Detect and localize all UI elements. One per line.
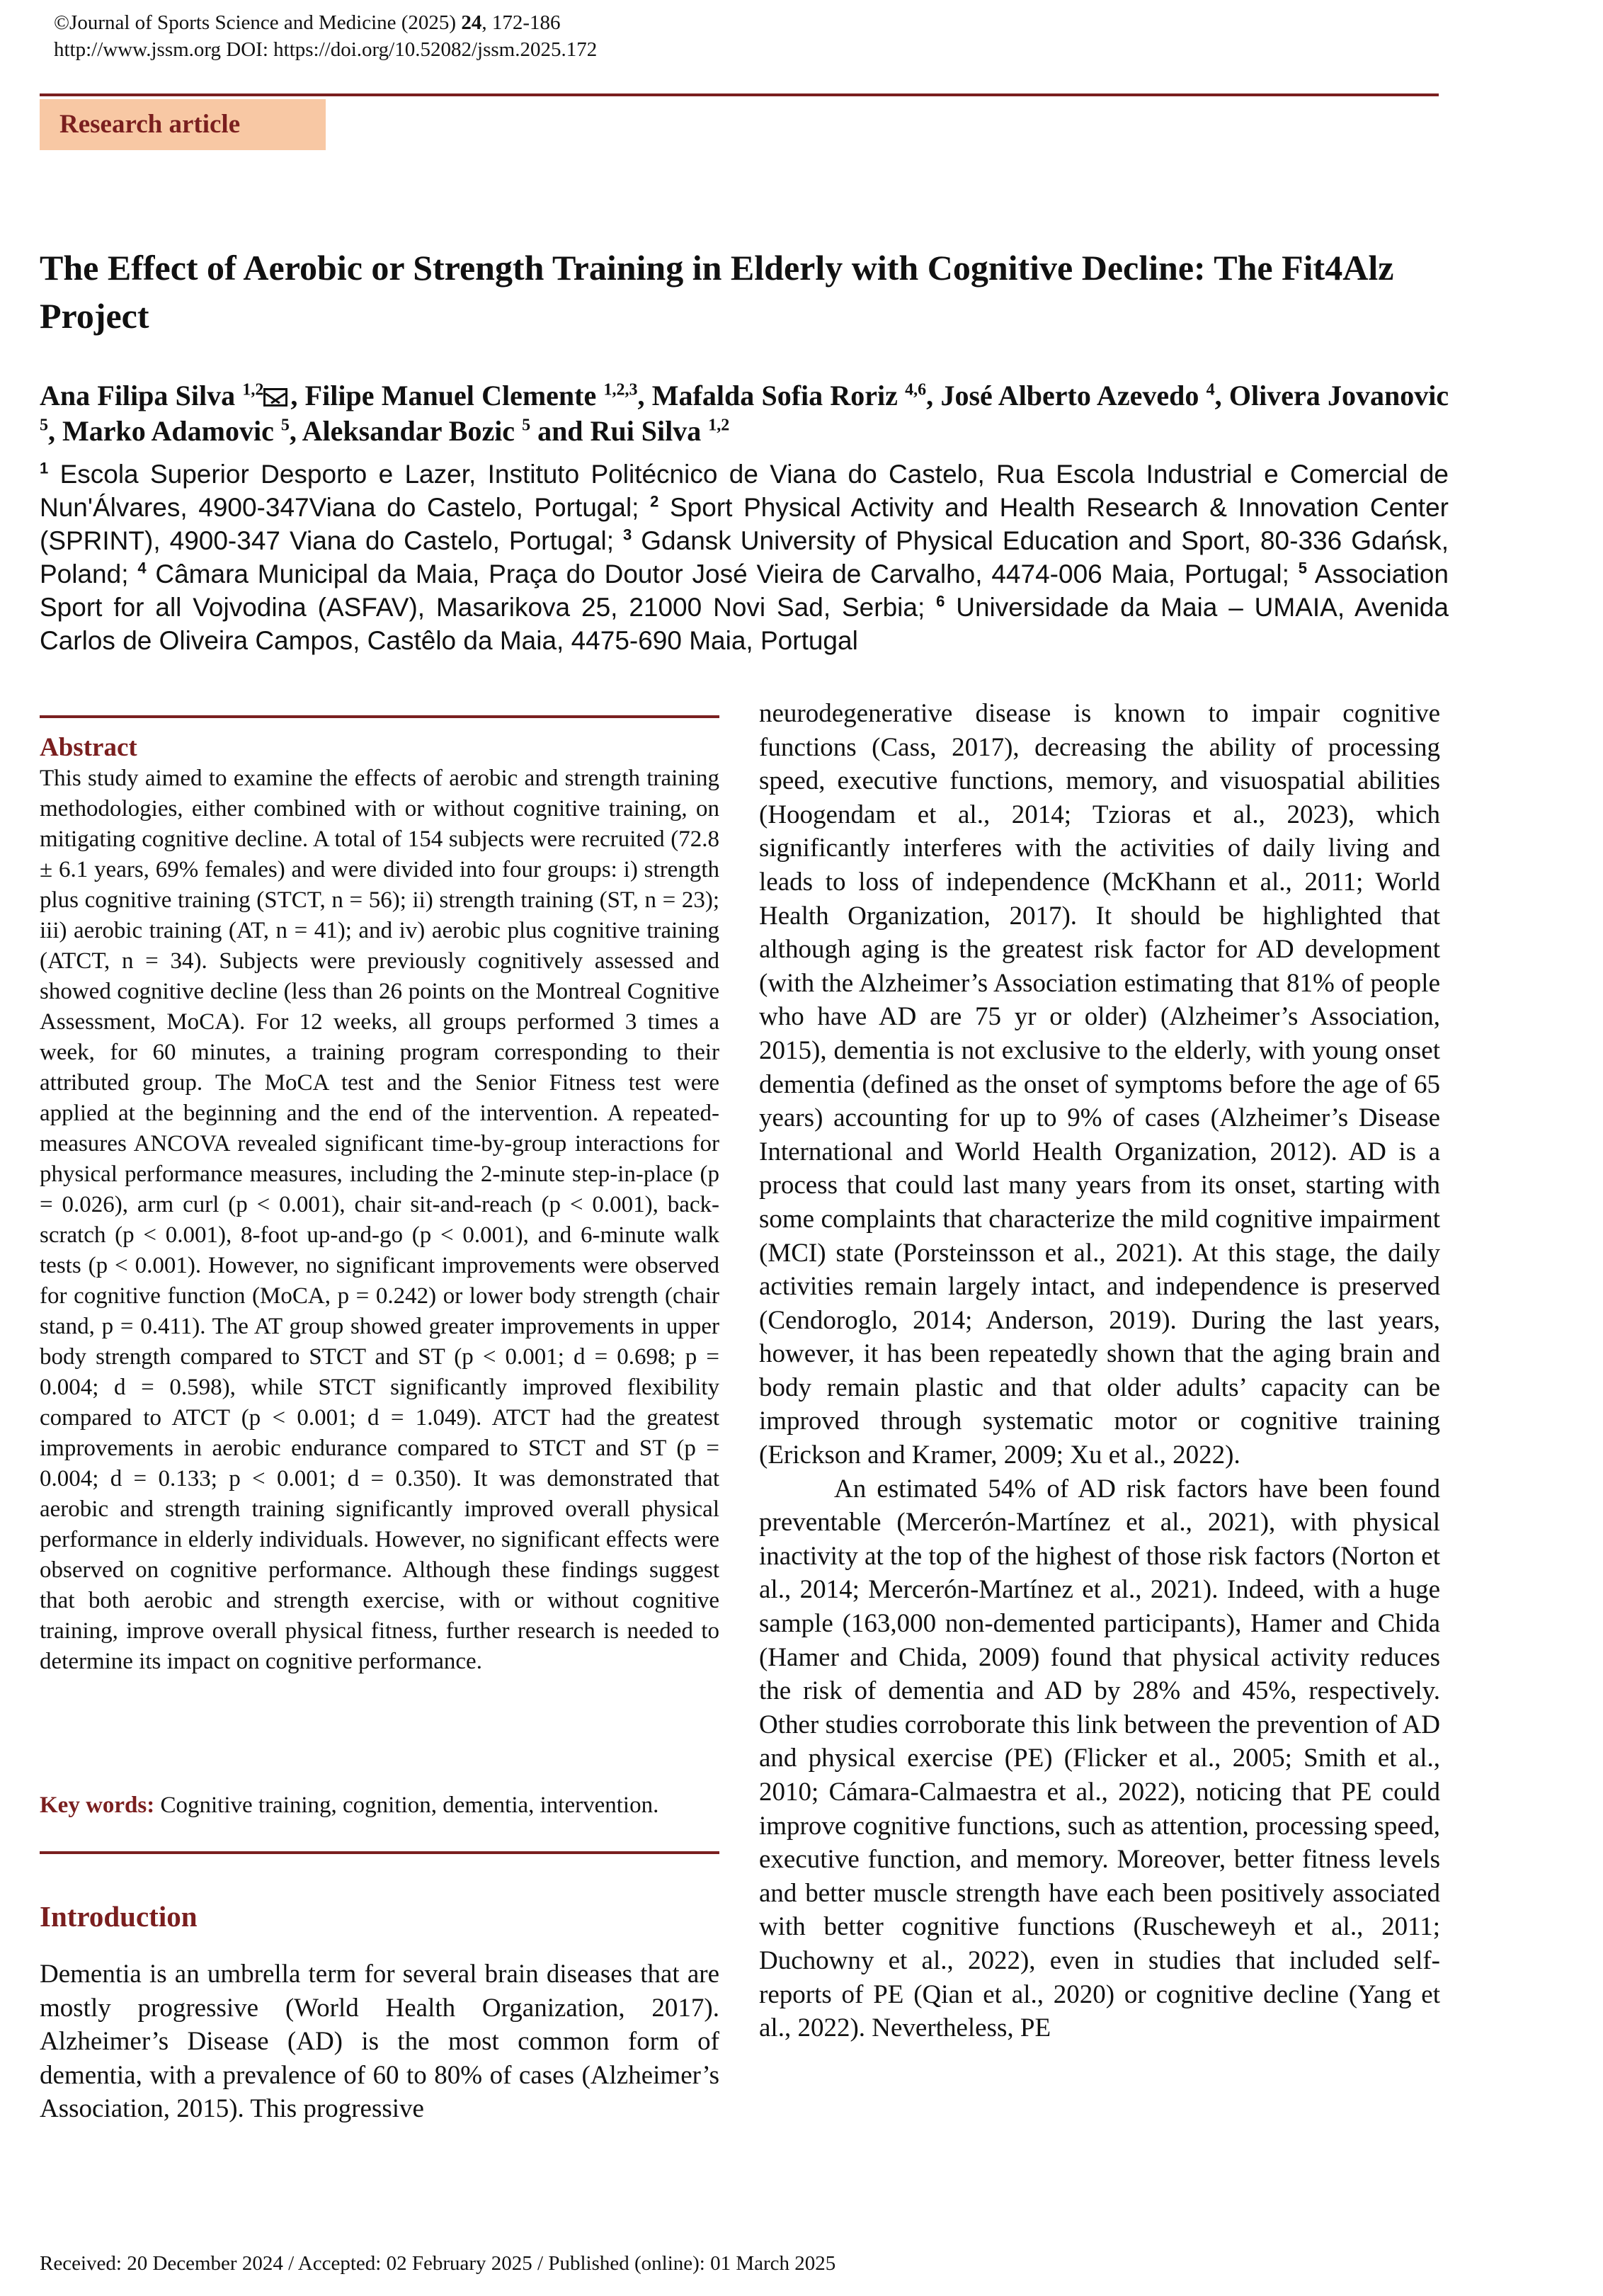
affiliation-marker: 3	[623, 525, 632, 544]
author	[305, 380, 638, 411]
keywords-text: Cognitive training, cognition, dementia, intervention.	[154, 1792, 659, 1818]
affiliation-marker: 2	[650, 492, 659, 511]
body-paragraph: neurodegenerative disease is known to impair cognitive functions (Cass, 2017), decreasing the ability of processing speed, executive functions, memory, and visuospatial abilities (Hoogendam et al., 2014; Tzioras et al., 2023), which significantly interferes with the activities of daily living and leads to loss of independence (McKhann et al., 2011; World Health Organization, 2017). It should be highlighted that although aging is the greatest risk factor for AD development (with the Alzheimer’s Association estimating that 81% of people who have AD are 75 yr or older) (Alzheimer’s Association, 2015), dementia is not exclusive to the elderly, with young onset dementia (defined as the onset of symptoms before the age of 65 years) accounting for up to 9% of cases (Alzheimer’s Disease International and World Health Organization, 2012). AD is a process that could last many years from its onset, starting with some complaints that characterize the mild cognitive impairment (MCI) state (Porsteinsson et al., 2021). At this stage, the daily activities remain largely intact, and independence is preserved (Cendoroglo, 2014; Anderson, 2019). During the last years, however, it has been repeatedly shown that the aging brain and body remain plastic and that older adults’ capacity can be improved through systematic motor or cognitive training (Erickson and Kramer, 2009; Xu et al., 2022).	[759, 699, 1440, 1470]
author-affiliation-marker: 1,2,3	[603, 380, 638, 399]
introduction-divider	[40, 1851, 719, 1854]
author	[40, 380, 290, 411]
email-icon[interactable]	[263, 388, 287, 407]
journal-citation: ©Journal of Sports Science and Medicine (2025) 24, 172-186	[54, 11, 561, 34]
right-column	[759, 697, 1440, 2045]
affiliation-marker: 5	[1298, 559, 1307, 577]
introduction-heading: Introduction	[40, 1900, 198, 1933]
author	[940, 380, 1214, 411]
affiliation-text: Câmara Municipal da Maia, Praça do Doutor José Vieira de Carvalho, 4474-006 Maia, Portugal;	[146, 559, 1299, 589]
author-name: Mafalda Sofia Roriz	[651, 380, 898, 411]
author-name: Rui Silva	[590, 415, 702, 447]
introduction-paragraph: Dementia is an umbrella term for several brain diseases that are mostly progressive (World Health Organization, 2017). Alzheimer’s Disease (AD) is the most common form of dementia, with a prevalence of 60 to 80% of cases (Alzheimer’s Association, 2015). This progressive	[40, 1960, 719, 2123]
author-name: Ana Filipa Silva	[40, 380, 236, 411]
author-affiliation-marker: 4	[1206, 380, 1215, 399]
keywords-label: Key words:	[40, 1792, 155, 1818]
affiliation-text: Sport Physical Activity and Health Research & Innovation Center (SPRINT), 4900-347 Viana do Castelo, Portugal;	[40, 493, 1449, 555]
affiliation-text: Gdansk University of Physical Education and Sport, 80-336 Gdańsk, Poland;	[40, 526, 1449, 589]
author	[62, 415, 290, 447]
affiliation-marker: 4	[137, 559, 147, 577]
author-name: Aleksandar Bozic	[302, 415, 515, 447]
abstract-heading: Abstract	[40, 733, 137, 762]
author-affiliation-marker: 5	[40, 416, 48, 435]
journal-doi-line[interactable]: http://www.jssm.org DOI: https://doi.org/10.52082/jssm.2025.172	[54, 38, 598, 61]
affiliation-text: Escola Superior Desporto e Lazer, Instituto Politécnico de Viana do Castelo, Rua Escola Industrial e Comercial de Nun'Álvares, 4900-347Viana do Castelo, Portugal;	[40, 460, 1449, 522]
author	[302, 415, 530, 447]
author-affiliation-marker: 1,2	[708, 416, 730, 435]
author-name: José Alberto Azevedo	[940, 380, 1199, 411]
affiliation-list	[40, 458, 1449, 657]
author-name: Filipe Manuel Clemente	[304, 380, 597, 411]
keywords	[40, 1790, 719, 1821]
abstract-divider	[40, 715, 719, 718]
body-paragraph: An estimated 54% of AD risk factors have been found preventable (Mercerón-Martínez et al., 2021), with physical inactivity at the top of the highest of those risk factors (Norton et al., 2014; Mercerón-Martínez et al., 2021). Indeed, with a huge sample (163,000 non-demented participants), Hamer and Chida (Hamer and Chida, 2009) found that physical activity reduces the risk of dementia and AD by 28% and 45%, respectively. Other studies corroborate this link between the prevention of AD and physical exercise (PE) (Flicker et al., 2005; Smith et al., 2010; Cámara-Calmaestra et al., 2022), noticing that PE could improve cognitive functions, such as attention, processing speed, executive function, and memory. Moreover, better fitness levels and better muscle strength have each been positively associated with better cognitive functions (Ruscheweyh et al., 2011; Duchowny et al., 2022), even in studies that included self-reports of PE (Qian et al., 2020) or cognitive decline (Yang et al., 2022). Nevertheless, PE	[759, 1474, 1440, 2043]
author-list: Ana Filipa Silva $^{1,2}$ , Filipe Manuel Clemente $^{1,2,3}$, Mafalda Sofia Roriz $^{4,6}$, José Alberto Azevedo $^4$, Olivera Jovanovic $^5$, Marko Adamovic $^5$, Aleksandar Bozic $^5$ and Rui Silva $^{1,2}$	[40, 380, 1449, 447]
affiliation-text: Universidade da Maia – UMAIA, Avenida Carlos de Oliveira Campos, Castêlo da Maia, 4475-690 Maia, Portugal	[40, 593, 1449, 655]
author-affiliation-marker: 1,2	[242, 380, 264, 399]
article-type-label: Research article	[40, 99, 326, 150]
author	[591, 415, 730, 447]
author-affiliation-marker: 4,6	[905, 380, 927, 399]
affiliation-marker: 6	[936, 592, 945, 610]
publication-dates: Received: 20 December 2024 / Accepted: 02 February 2025 / Published (online): 01 March 2025	[40, 2252, 836, 2275]
author	[652, 380, 926, 411]
article-title: The Effect of Aerobic or Strength Training in Elderly with Cognitive Decline: The Fit4Alz Project	[40, 248, 1394, 336]
author-name: Marko Adamovic	[62, 415, 274, 447]
author-affiliation-marker: 5	[522, 416, 531, 435]
affiliation-text: Association Sport for all Vojvodina (ASFAV), Masarikova 25, 21000 Novi Sad, Serbia;	[40, 559, 1449, 622]
header-divider	[40, 93, 1439, 96]
affiliation-marker: 1	[40, 459, 49, 477]
abstract-text: This study aimed to examine the effects of aerobic and strength training methodologies, either combined with or without cognitive training, on mitigating cognitive decline. A total of 154 subjects were recruited (72.8 ± 6.1 years, 69% females) and were divided into four groups: i) strength plus cognitive training (STCT, n = 56); ii) strength training (ST, n = 23); iii) aerobic training (AT, n = 41); and iv) aerobic plus cognitive training (ATCT, n = 34). Subjects were previously cognitively assessed and showed cognitive decline (less than 26 points on the Montreal Cognitive Assessment, MoCA). For 12 weeks, all groups performed 3 times a week, for 60 minutes, a training program corresponding to their attributed group. The MoCA test and the Senior Fitness test were applied at the beginning and the end of the intervention. A repeated-measures ANCOVA revealed significant time-by-group interactions for physical performance measures, including the 2-minute step-in-place (p = 0.026), arm curl (p < 0.001), chair sit-and-reach (p < 0.001), back-scratch (p < 0.001), 8-foot up-and-go (p < 0.001), and 6-minute walk tests (p < 0.001). However, no significant improvements were observed for cognitive function (MoCA, p = 0.242) or lower body strength (chair stand, p = 0.411). The AT group showed greater improvements in upper body strength compared to STCT and ST (p < 0.001; d = 0.698; p = 0.004; d = 0.598), while STCT significantly improved flexibility compared to ATCT (p < 0.001; d = 1.049). ATCT had the greatest improvements in aerobic endurance compared to STCT and ST (p = 0.004; d = 0.133; p < 0.001; d = 0.350). It was demonstrated that aerobic and strength training significantly improved overall physical performance in elderly individuals. However, no significant effects were observed on cognitive performance. Although these findings suggest that both aerobic and strength exercise, with or without cognitive training, improve overall physical fitness, further research is needed to determine its impact on cognitive performance.	[40, 766, 719, 1674]
author-affiliation-marker: 5	[280, 416, 290, 435]
author-name: Olivera Jovanovic	[1228, 380, 1449, 411]
